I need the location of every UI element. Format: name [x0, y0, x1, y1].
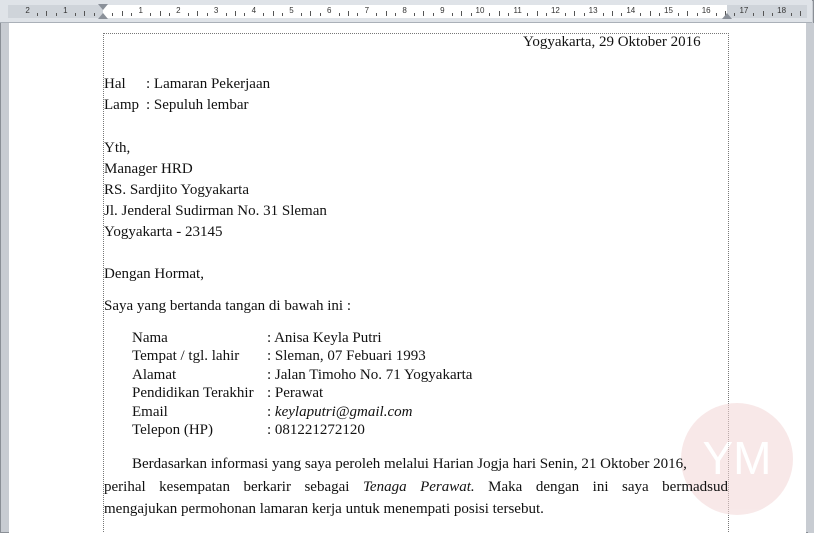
detail-label: Alamat	[132, 367, 177, 383]
greeting: Dengan Hormat,	[104, 266, 204, 282]
watermark-logo: YM	[681, 403, 793, 515]
ruler-tick	[244, 13, 245, 16]
ruler-tick	[273, 11, 274, 16]
ruler-tick	[169, 13, 170, 16]
ruler-tick	[527, 13, 528, 16]
ruler-tick	[301, 13, 302, 16]
ruler-tick	[697, 13, 698, 16]
ruler-tick	[508, 13, 509, 16]
right-indent-marker[interactable]	[722, 13, 732, 19]
vertical-scrollbar[interactable]	[808, 23, 814, 533]
body-paragraph-line: mengajukan permohonan lamaran kerja untuk menempati posisi tersebut.	[104, 501, 544, 517]
ruler-tick	[603, 13, 604, 16]
ruler-tick	[122, 11, 123, 16]
ruler-tick	[716, 13, 717, 16]
ruler-tick	[395, 13, 396, 16]
ruler-tick	[131, 13, 132, 16]
ruler-tick	[753, 13, 754, 16]
horizontal-ruler[interactable]	[0, 0, 812, 23]
ruler-tick	[414, 13, 415, 16]
ruler-number: 16	[701, 6, 711, 15]
ruler-number: 18	[777, 6, 787, 15]
ruler-tick	[687, 11, 688, 16]
body-paragraph-line: Berdasarkan informasi yang saya peroleh melalui Harian Jogja hari Senin, 21 Oktober 2016,	[132, 456, 687, 472]
detail-label: Telepon (HP)	[132, 422, 214, 438]
ruler-tick	[94, 13, 95, 16]
recipient-line: Manager HRD	[104, 161, 193, 177]
recipient-line: Yogyakarta - 23145	[104, 224, 223, 240]
ruler-number: 5	[289, 6, 294, 15]
ruler-tick	[772, 13, 773, 16]
intro-line: Saya yang bertanda tangan di bawah ini :	[104, 298, 352, 314]
first-line-indent-marker[interactable]	[98, 4, 108, 10]
ruler-tick	[339, 13, 340, 16]
ruler-tick	[75, 13, 76, 16]
ruler-tick	[357, 13, 358, 16]
ruler-number: 7	[364, 6, 370, 15]
recipient-line: Jl. Jenderal Sudirman No. 31 Sleman	[104, 203, 327, 219]
ruler-number: 2	[25, 6, 30, 15]
hal-label: Hal	[104, 76, 126, 92]
ruler-number: 6	[326, 6, 332, 15]
ruler-tick	[433, 13, 434, 16]
lamp-label: Lamp	[104, 97, 139, 113]
ruler-number: 1	[63, 6, 68, 15]
detail-value: : Perawat	[267, 385, 324, 401]
ruler-number: 14	[626, 6, 636, 15]
ruler-tick	[84, 11, 85, 16]
ruler-number: 1	[138, 6, 143, 15]
ruler-tick	[46, 11, 47, 16]
ruler-number: 11	[513, 6, 522, 15]
ruler-tick	[791, 13, 792, 16]
ruler-tick	[423, 11, 424, 16]
detail-value-email: : keylaputri@gmail.com	[267, 404, 413, 420]
ruler-number: 9	[440, 6, 445, 15]
ruler-number: 3	[213, 6, 219, 15]
ruler-tick	[612, 11, 613, 16]
ruler-tick	[584, 13, 585, 16]
ruler-tick	[763, 11, 764, 16]
ruler-tick	[150, 13, 151, 16]
ruler-number: 12	[550, 6, 560, 15]
recipient-line: RS. Sardjito Yogyakarta	[104, 182, 250, 198]
body-paragraph-line: perihal kesempatan berkarir sebagai Tenaga Perawat. Maka dengan ini saya bermadsud	[104, 479, 728, 495]
lamp-value: : Sepuluh lembar	[146, 97, 249, 113]
ruler-tick	[348, 11, 349, 16]
ruler-tick	[376, 13, 377, 16]
ruler-tick	[800, 11, 801, 16]
ruler-tick	[461, 11, 462, 16]
ruler-number: 15	[664, 6, 673, 15]
ruler-number: 4	[251, 6, 257, 15]
ruler-number: 13	[588, 6, 598, 15]
detail-value: : Jalan Timoho No. 71 Yogyakarta	[267, 367, 473, 383]
ruler-tick	[489, 13, 490, 16]
ruler-tick	[226, 13, 227, 16]
ruler-tick	[263, 13, 264, 16]
ruler-tick	[621, 13, 622, 16]
ruler-tick	[112, 13, 113, 16]
recipient-line: Yth,	[104, 140, 131, 156]
ruler-tick	[320, 13, 321, 16]
detail-label: Email	[132, 404, 168, 420]
ruler-number: 2	[176, 6, 181, 15]
detail-label: Nama	[132, 330, 168, 346]
detail-label: Pendidikan Terakhir	[132, 385, 254, 401]
ruler-tick	[678, 13, 679, 16]
ruler-tick	[386, 11, 387, 16]
ruler-tick	[56, 13, 57, 16]
ruler-tick	[310, 11, 311, 16]
ruler-number: 17	[739, 6, 749, 15]
ruler-tick	[659, 13, 660, 16]
ruler-tick	[640, 13, 641, 16]
document-page[interactable]	[9, 23, 806, 533]
detail-label: Tempat / tgl. lahir	[132, 348, 240, 364]
ruler-number: 8	[402, 6, 407, 15]
hal-value: : Lamaran Pekerjaan	[146, 76, 271, 92]
ruler-number: 10	[475, 6, 485, 15]
ruler-tick	[471, 13, 472, 16]
ruler-tick	[197, 11, 198, 16]
ruler-tick	[207, 13, 208, 16]
ruler-tick	[160, 11, 161, 16]
ruler-tick	[537, 11, 538, 16]
detail-value: : Sleman, 07 Febuari 1993	[267, 348, 426, 364]
hanging-indent-marker[interactable]	[98, 13, 108, 19]
ruler-tick	[282, 13, 283, 16]
ruler-tick	[650, 11, 651, 16]
ruler-tick	[574, 11, 575, 16]
ruler-tick	[452, 13, 453, 16]
ruler-tick	[37, 13, 38, 16]
letter-date: Yogyakarta, 29 Oktober 2016	[523, 34, 701, 50]
ruler-tick	[499, 11, 500, 16]
ruler-tick	[734, 13, 735, 16]
ruler-tick	[188, 13, 189, 16]
detail-value: : Anisa Keyla Putri	[267, 330, 382, 346]
ruler-tick	[235, 11, 236, 16]
ruler-tick	[565, 13, 566, 16]
detail-value: : 081221272120	[267, 422, 365, 438]
ruler-tick	[546, 13, 547, 16]
